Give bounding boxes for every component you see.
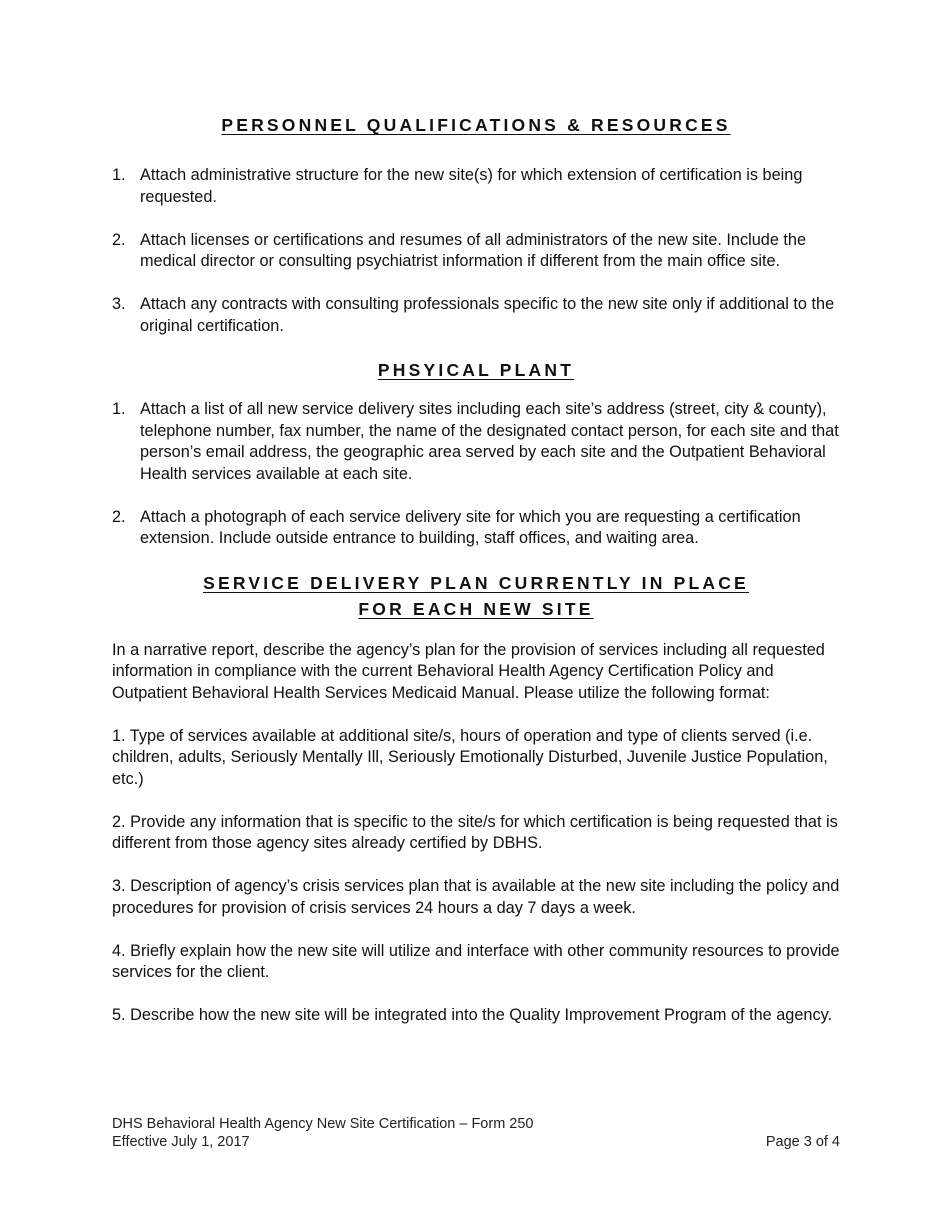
list-item <box>112 294 840 337</box>
page-footer <box>112 1115 840 1151</box>
personnel-heading <box>112 112 840 138</box>
list-text: Attach licenses or certifications and resumes of all administrators of the new site. Include the medical director or consulting psychiatrist information if different from the main office site. <box>140 230 807 270</box>
list-number: 1. <box>112 400 126 418</box>
list-item <box>112 507 840 550</box>
footer-form-name: DHS Behavioral Health Agency New Site Certification – Form 250 <box>112 1116 534 1132</box>
list-text: Attach a list of all new service delivery sites including each site’s address (street, city & county), telephone number, fax number, the name of the designated contact person, for each site and that person’s email address, the geographic area served by each site and the Outpatient Behavioral Health services available at each site. <box>140 400 839 483</box>
list-number: 1. <box>112 166 126 184</box>
footer-row <box>112 1133 840 1151</box>
list-text: Attach any contracts with consulting professionals specific to the new site only if additional to the original certification. <box>140 295 835 335</box>
personnel-heading-text: PERSONNEL QUALIFICATIONS & RESOURCES <box>221 115 731 135</box>
list-item <box>112 230 840 273</box>
list-text: Attach administrative structure for the new site(s) for which extension of certification is being requested. <box>140 166 803 206</box>
list-number: 3. <box>112 295 126 313</box>
service-delivery-heading-line1: SERVICE DELIVERY PLAN CURRENTLY IN PLACE <box>203 572 749 593</box>
service-delivery-heading <box>112 570 840 622</box>
list-number: 2. <box>112 230 126 249</box>
service-delivery-body <box>112 640 840 1027</box>
service-item-paragraph: 4. Briefly explain how the new site will utilize and interface with other community resources to provide services for the client. <box>112 941 840 981</box>
list-item <box>112 165 840 208</box>
service-item-paragraph: 1. Type of services available at additional site/s, hours of operation and type of clients served (i.e. children, adults, Seriously Mentally Ill, Seriously Emotionally Disturbed, Juvenile Justice Population, etc.) <box>112 726 828 788</box>
document-body <box>112 112 840 1027</box>
list-text: Attach a photograph of each service delivery site for which you are requesting a certification extension. Include outside entrance to building, staff offices, and waiting area. <box>140 507 801 547</box>
service-intro-paragraph: In a narrative report, describe the agency’s plan for the provision of services including all requested information in compliance with the current Behavioral Health Agency Certification Policy and Outpatient Behavioral Health Services Medicaid Manual. Please utilize the following format: <box>112 640 825 702</box>
footer-page-number: Page 3 of 4 <box>765 1134 840 1150</box>
footer-effective-date: Effective July 1, 2017 <box>112 1134 250 1150</box>
service-item-paragraph: 5. Describe how the new site will be integrated into the Quality Improvement Program of the agency. <box>112 1006 833 1024</box>
service-item-paragraph: 2. Provide any information that is specific to the site/s for which certification is being requested that is different from those agency sites already certified by DBHS. <box>112 812 838 852</box>
physical-plant-list <box>112 399 840 550</box>
physical-plant-heading-text: PHSYICAL PLANT <box>377 360 575 380</box>
service-item-paragraph: 3. Description of agency’s crisis services plan that is available at the new site including the policy and procedures for provision of crisis services 24 hours a day 7 days a week. <box>112 877 840 917</box>
list-item <box>112 399 840 485</box>
personnel-list <box>112 165 840 337</box>
physical-plant-heading <box>112 357 840 383</box>
list-number: 2. <box>112 507 126 526</box>
service-delivery-heading-line2: FOR EACH NEW SITE <box>358 598 594 619</box>
